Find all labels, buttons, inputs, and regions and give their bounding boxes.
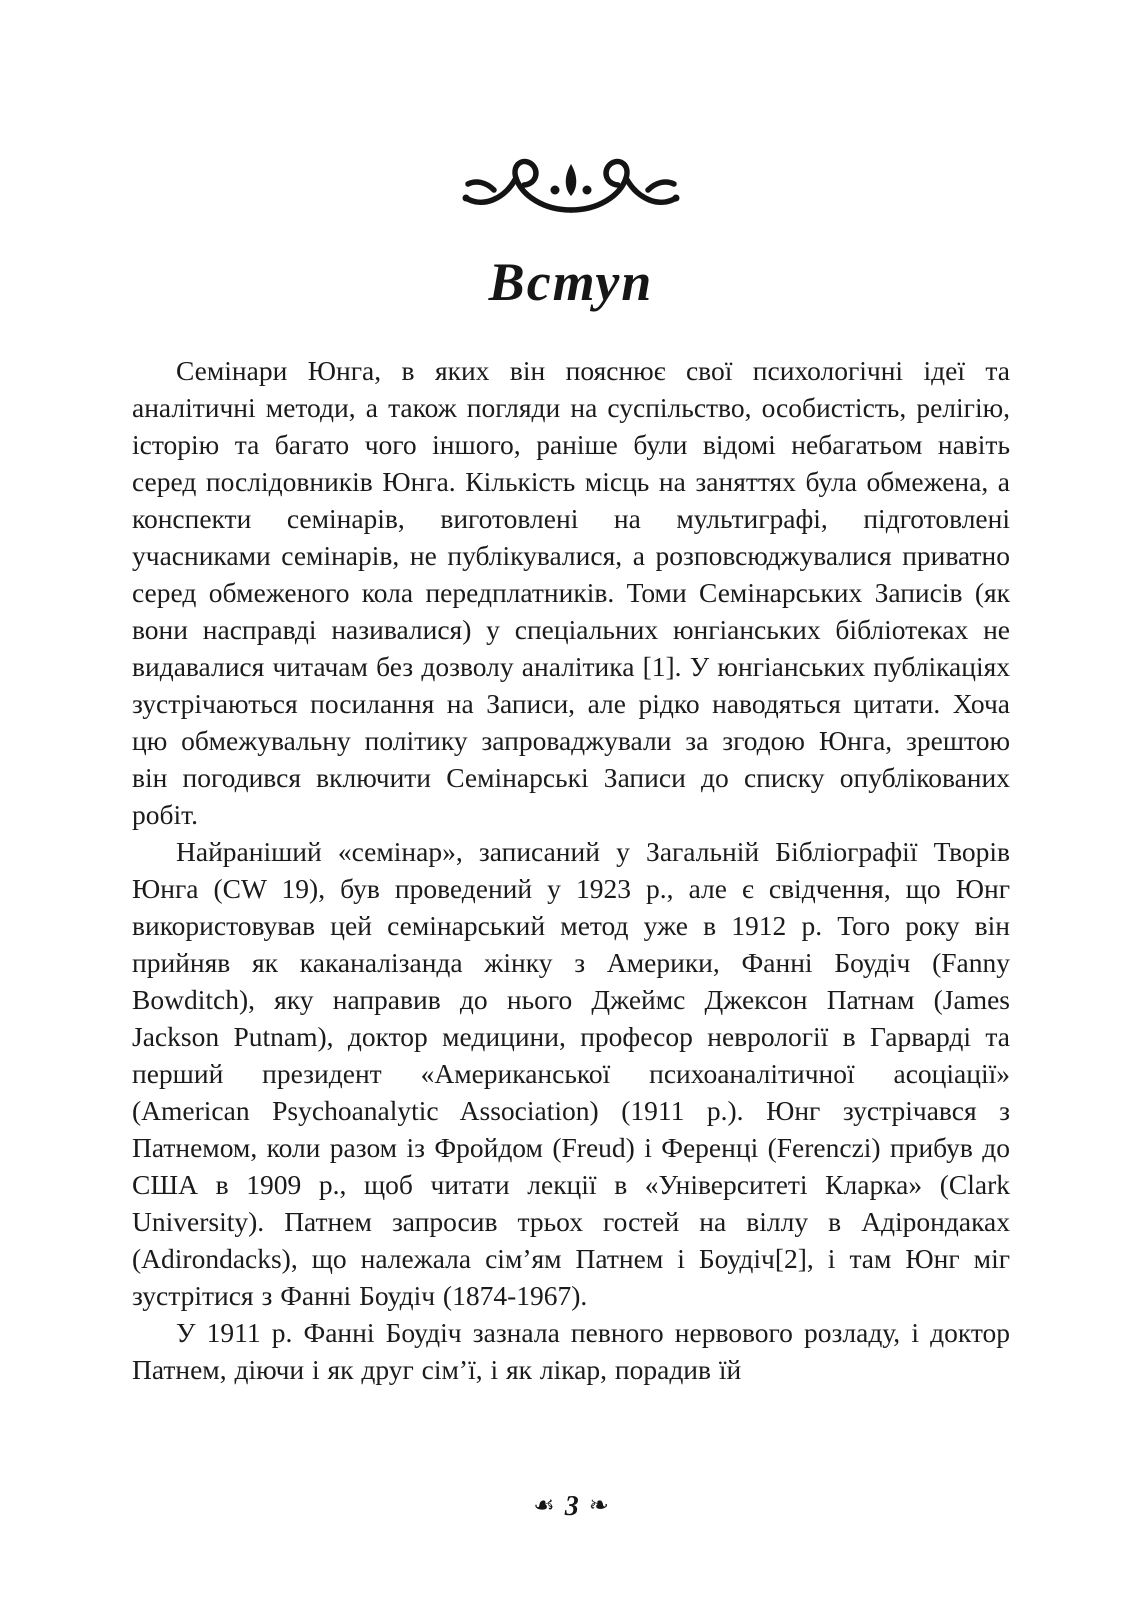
page-number: 3 [564,1491,579,1522]
chapter-header-ornament [0,0,1142,232]
paragraph-2: Найраніший «семінар», записаний у Загальній Бібліографії Творів Юнга (CW 19), був проведений у 1923 р., але є свідчення, що Юнг використовував цей семінарський метод уже в 1912 р. Того року він прийняв як каканалізанда жінку з Америки, Фанні Боудіч (Fanny Bowditch), яку направив до нього Джеймс Джексон Патнам (James Jackson Putnam), доктор медицини, професор неврології в Гарварді та перший президент «Американської психоаналітичної асоціації» (American Psychoanalytic Association) (1911 р.). Юнг зустрічався з Патнемом, коли разом із Фройдом (Freud) і Ференці (Ferenczi) прибув до США в 1909 р., щоб читати лекції в «Університеті Кларка» (Clark University). Патнем запросив трьох гостей на віллу в Адірондаках (Adirondacks), що належала сім’ям Патнем і Боудіч[2], і там Юнг міг зустрітися з Фанні Боудіч (1874-1967). [132,836,1010,1311]
chapter-title: Вступ [488,252,654,312]
paragraph-3: У 1911 р. Фанні Боудіч зазнала певного нервового розладу, і доктор Патнем, діючи і як друг сім’ї, і як лікар, порадив їй [132,1317,1010,1385]
floral-flourish-icon [456,148,686,232]
body-text [132,352,1010,1388]
footer-flourish-right-icon: ❧ [588,1491,609,1519]
paragraph-1: Семінари Юнга, в яких він пояснює свої психологічні ідеї та аналітичні методи, а також погляди на суспільство, особистість, релігію, історію та багато чого іншого, раніше були відомі небагатьом навіть серед послідовників Юнга. Кількість місць на заняттях була обмежена, а конспекти семінарів, виготовлені на мультиграфі, підготовлені учасниками семінарів, не публікувалися, а розповсюджувалися приватно серед обмеженого кола передплатників. Томи Семінарських Записів (як вони насправді називалися) у спеціальних юнгіанських бібліотеках не видавалися читачам без дозволу аналітика [1]. У юнгіанських публікаціях зустрічаються посилання на Записи, але рідко наводяться цитати. Хоча цю обмежувальну політику запроваджували за згодою Юнга, зрештою він погодився включити Семінарські Записи до списку опублікованих робіт. [132,355,1010,830]
footer-flourish-left-icon: ☙ [533,1491,555,1519]
page-footer [0,1491,1142,1523]
